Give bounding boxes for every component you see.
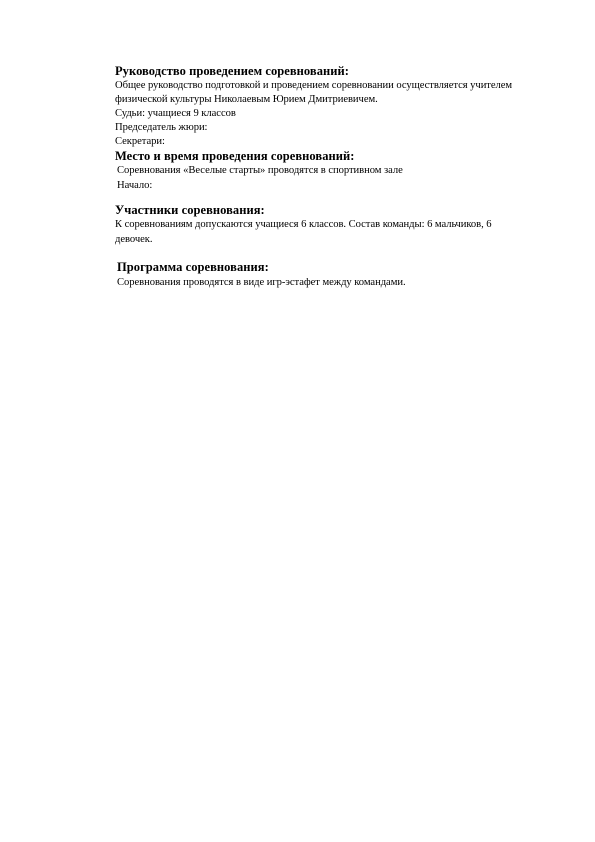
place-line: Соревнования «Веселые старты» проводятся в спортивном зале (117, 165, 403, 176)
management-line: Общее руководство подготовкой и проведением соревновании осуществляется учителем (115, 80, 513, 91)
jury-chair-line: Председатель жюри: (115, 122, 208, 133)
place-time-heading: Место и время проведения соревнований: (115, 149, 355, 163)
start-time-line: Начало: (117, 180, 153, 191)
program-heading: Программа соревнования: (117, 260, 269, 274)
participants-heading: Участники соревнования: (115, 203, 265, 217)
program-line: Соревнования проводятся в виде игр-эстафет между командами. (117, 277, 406, 288)
judges-line: Судьи: учащиеся 9 классов (115, 108, 236, 119)
participants-line: К соревнованиям допускаются учащиеся 6 классов. Состав команды: 6 мальчиков, 6 (115, 219, 492, 230)
management-line: физической культуры Николаевым Юрием Дмитриевичем. (115, 94, 378, 105)
participants-line: девочек. (115, 234, 153, 245)
management-heading: Руководство проведением соревнований: (115, 64, 349, 78)
secretaries-line: Секретари: (115, 136, 165, 147)
